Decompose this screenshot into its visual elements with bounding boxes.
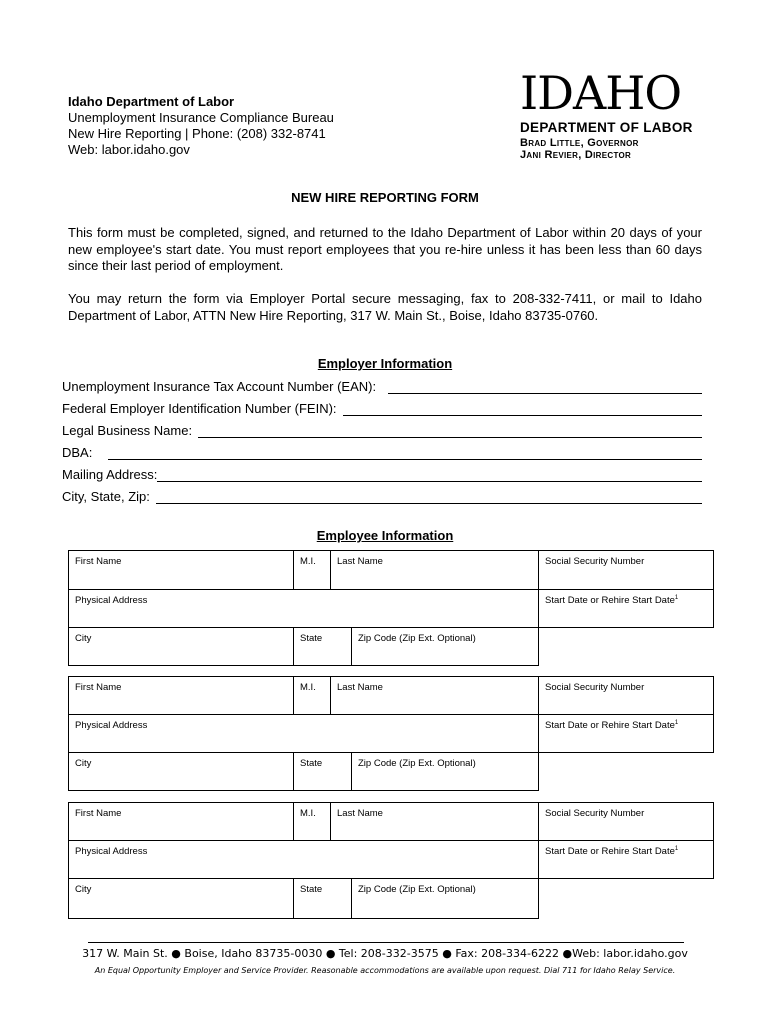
last-name-label: Last Name [337, 556, 383, 567]
ssn-cell[interactable] [539, 803, 714, 841]
mi-label: M.I. [300, 556, 316, 567]
state-cell[interactable] [294, 879, 352, 919]
last-name-label: Last Name [337, 808, 383, 819]
mailing-address-field[interactable] [62, 464, 702, 482]
first-name-label: First Name [75, 556, 122, 567]
ean-label: Unemployment Insurance Tax Account Number (EAN): [62, 379, 377, 394]
footnote-mark: 1 [674, 720, 679, 726]
dba-input-line[interactable] [108, 445, 702, 460]
footer-divider [88, 942, 684, 943]
dba-label: DBA: [62, 445, 93, 460]
logo-director-text: Jani Revier, Director [520, 149, 632, 161]
first-name-cell[interactable] [69, 551, 294, 590]
zip-cell[interactable] [352, 753, 539, 791]
bureau-name: Unemployment Insurance Compliance Bureau [68, 110, 334, 125]
footnote-mark: 1 [674, 595, 679, 601]
phone-line: New Hire Reporting | Phone: (208) 332-8741 [68, 126, 326, 141]
header-block [68, 94, 488, 158]
first-name-cell[interactable] [69, 803, 294, 841]
footer-address: 317 W. Main St. ● Boise, Idaho 83735-0030 ● Tel: 208-332-3575 ● Fax: 208-334-6222 ●Web: labor.idaho.gov [82, 947, 688, 960]
ssn-label: Social Security Number [545, 808, 645, 819]
address-cell[interactable] [69, 715, 539, 753]
web-line: Web: labor.idaho.gov [68, 142, 190, 157]
city-cell[interactable] [69, 628, 294, 666]
legal-name-field[interactable] [62, 420, 702, 438]
state-cell[interactable] [294, 628, 352, 666]
address-cell[interactable] [69, 590, 539, 628]
city-label: City [75, 884, 92, 895]
fein-field[interactable] [62, 398, 702, 416]
last-name-cell[interactable] [331, 677, 539, 715]
empty-cell [539, 628, 714, 666]
idaho-dol-logo [520, 66, 710, 161]
employee-block-2 [68, 676, 714, 791]
last-name-label: Last Name [337, 682, 383, 693]
start-date-cell[interactable] [539, 841, 714, 879]
intro-paragraph: This form must be completed, signed, and returned to the Idaho Department of Labor within 20 days of your new employee's start date. You must report employees that you re-hire unless it has been less than 60 days since their last period of employment. [68, 225, 702, 273]
first-name-cell[interactable] [69, 677, 294, 715]
address-cell[interactable] [69, 841, 539, 879]
fein-label: Federal Employer Identification Number (FEIN): [62, 401, 337, 416]
fein-input-line[interactable] [343, 401, 702, 416]
start-date-label: Start Date or Rehire Start Date [545, 595, 675, 607]
state-label: State [300, 758, 323, 769]
employee-block-1 [68, 550, 714, 666]
mailing-address-input-line[interactable] [157, 467, 702, 482]
city-label: City [75, 633, 92, 644]
last-name-cell[interactable] [331, 803, 539, 841]
zip-label: Zip Code (Zip Ext. Optional) [358, 633, 476, 644]
start-date-cell[interactable] [539, 590, 714, 628]
form-title: NEW HIRE REPORTING FORM [291, 190, 479, 205]
last-name-cell[interactable] [331, 551, 539, 590]
logo-main-text: IDAHO [520, 66, 682, 120]
city-cell[interactable] [69, 879, 294, 919]
logo-dept-text: DEPARTMENT OF LABOR [520, 120, 693, 135]
org-name: Idaho Department of Labor [68, 94, 235, 109]
mi-label: M.I. [300, 808, 316, 819]
legal-name-label: Legal Business Name: [62, 423, 193, 438]
state-cell[interactable] [294, 753, 352, 791]
city-state-zip-field[interactable] [62, 486, 702, 504]
ssn-label: Social Security Number [545, 682, 645, 693]
logo-governor-text: Brad Little, Governor [520, 137, 639, 149]
state-label: State [300, 884, 323, 895]
city-label: City [75, 758, 92, 769]
start-date-label: Start Date or Rehire Start Date [545, 720, 675, 732]
ssn-label: Social Security Number [545, 556, 645, 567]
dba-field[interactable] [62, 442, 702, 460]
zip-label: Zip Code (Zip Ext. Optional) [358, 884, 476, 895]
empty-cell [539, 879, 714, 919]
zip-cell[interactable] [352, 628, 539, 666]
footnote-mark: 1 [674, 846, 679, 852]
city-cell[interactable] [69, 753, 294, 791]
start-date-cell[interactable] [539, 715, 714, 753]
footer-eo-statement: An Equal Opportunity Employer and Service Provider. Reasonable accommodations are available upon request. Dial 711 for Idaho Relay Service. [94, 966, 676, 975]
first-name-label: First Name [75, 682, 122, 693]
empty-cell [539, 753, 714, 791]
mi-cell[interactable] [294, 803, 331, 841]
first-name-label: First Name [75, 808, 122, 819]
mailing-address-label: Mailing Address: [62, 467, 158, 482]
mi-label: M.I. [300, 682, 316, 693]
ssn-cell[interactable] [539, 677, 714, 715]
address-label: Physical Address [75, 595, 148, 606]
legal-name-input-line[interactable] [198, 423, 702, 438]
employee-block-3 [68, 802, 714, 919]
return-paragraph: You may return the form via Employer Portal secure messaging, fax to 208-332-7411, or mail to Idaho Department of Labor, ATTN New Hire Reporting, 317 W. Main St., Boise, Idaho 83735-0760. [68, 291, 702, 323]
ean-input-line[interactable] [388, 379, 702, 394]
address-label: Physical Address [75, 846, 148, 857]
employee-info-heading: Employee Information [316, 528, 454, 543]
mi-cell[interactable] [294, 677, 331, 715]
address-label: Physical Address [75, 720, 148, 731]
zip-label: Zip Code (Zip Ext. Optional) [358, 758, 476, 769]
state-label: State [300, 633, 323, 644]
city-state-zip-input-line[interactable] [156, 489, 702, 504]
ssn-cell[interactable] [539, 551, 714, 590]
ean-field[interactable] [62, 376, 702, 394]
city-state-zip-label: City, State, Zip: [62, 489, 150, 504]
employer-info-heading: Employer Information [317, 356, 453, 371]
zip-cell[interactable] [352, 879, 539, 919]
mi-cell[interactable] [294, 551, 331, 590]
start-date-label: Start Date or Rehire Start Date [545, 846, 675, 858]
